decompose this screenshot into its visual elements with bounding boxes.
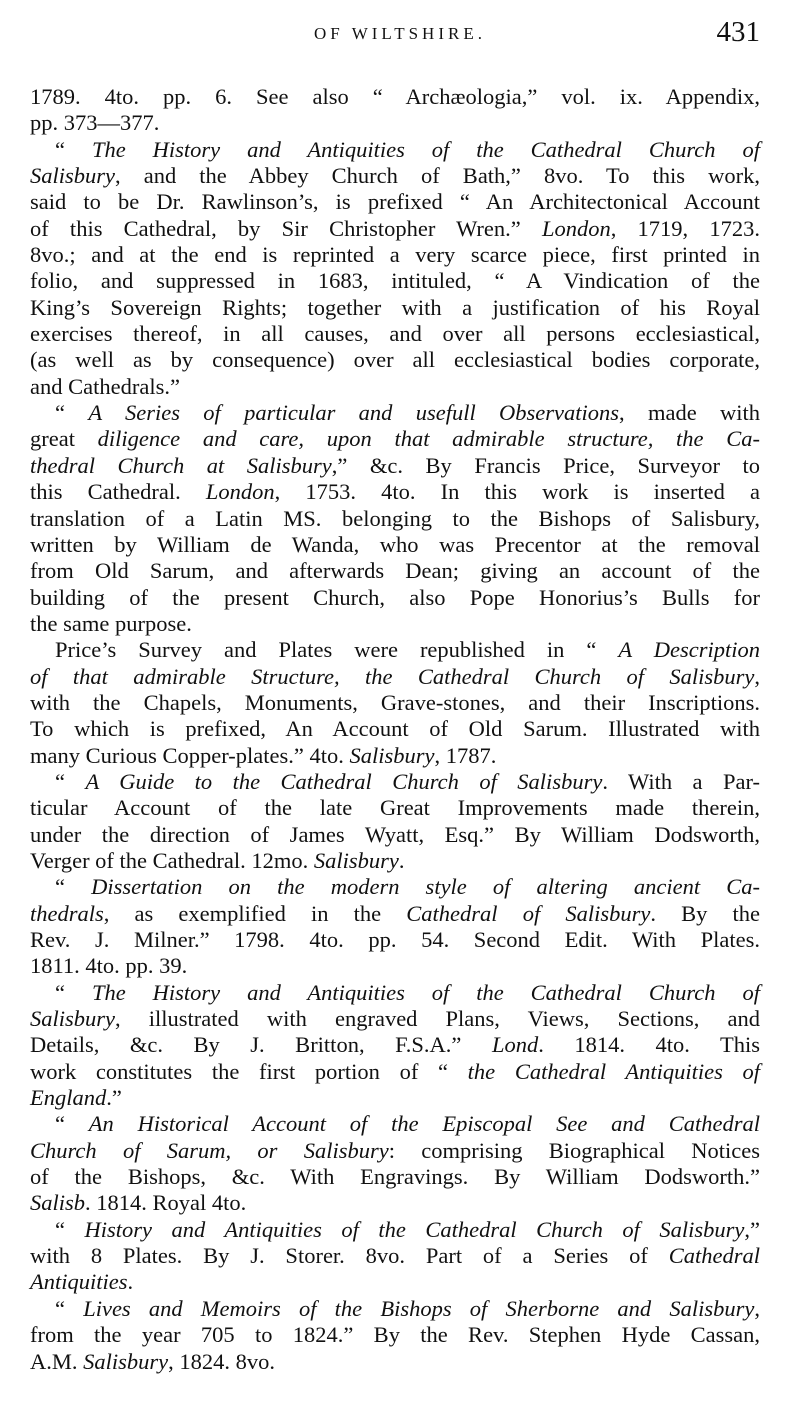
text-line [30,690,760,716]
italic-text: Salisb [30,1190,86,1216]
text-segment: Price’s Survey and Plates were republished in “ [55,637,619,663]
text-segment: , and the Abbey Church of Bath,” 8vo. To this work, [115,163,760,189]
italic-text: London [205,479,275,505]
text-segment: . [398,847,405,873]
text-segment: , as exemplified in the [103,900,407,926]
text-line [30,716,760,742]
text-segment: this Cathedral. [30,479,206,505]
text-segment: “ [55,768,86,794]
text-segment: 1811. 4to. pp. 39. [30,953,188,979]
text-line [30,1006,760,1032]
text-segment: building of the present Church, also Pope Honorius’s Bulls for [30,584,760,610]
italic-text: A Description [618,637,761,663]
text-line [30,1032,760,1058]
text-line [30,1085,760,1111]
text-line [30,1322,760,1348]
page-body-text [30,84,760,1375]
text-segment: and Cathedrals.” [30,373,180,399]
text-line [30,374,760,400]
text-segment: , [754,663,760,689]
text-segment: To which is prefixed, An Account of Old Sarum. Illustrated with [30,716,760,742]
text-line [30,1296,760,1322]
text-line [30,426,760,452]
text-segment: : comprising Biographical Notices [388,1137,760,1163]
text-segment: from Old Sarum, and afterwards Dean; giving an account of the [30,558,760,584]
text-line [30,664,760,690]
text-line [30,1217,760,1243]
italic-text: Lond [491,1032,539,1058]
text-line [30,216,760,242]
text-line [30,532,760,558]
italic-text: Lives and Memoirs of the Bishops of Sherborne and Salisbury [83,1295,755,1321]
text-segment: A.M. [30,1348,84,1374]
text-segment: said to be Dr. Rawlinson’s, is prefixed “ An Architectonical Account [30,189,760,215]
text-segment: . [127,1269,134,1295]
text-segment: “ [55,874,92,900]
text-segment: , 1787. [434,742,497,768]
text-line [30,506,760,532]
text-segment: pp. 373—377. [30,110,160,136]
text-segment: .” [106,1085,122,1111]
text-line [30,1059,760,1085]
text-segment: , illustrated with engraved Plans, Views, Sections, and [115,1006,760,1032]
text-line [30,1164,760,1190]
text-segment: translation of a Latin MS. belonging to the Bishops of Salisbury, [30,505,760,531]
running-title: OF WILTSHIRE. [314,24,486,43]
text-line [30,295,760,321]
text-segment: , 1753. 4to. In this work is inserted a [274,479,760,505]
text-segment: ,” &c. By Francis Price, Surveyor to [331,452,761,478]
italic-text: London [541,215,611,241]
italic-text: Dissertation on the modern style of altering ancient Ca- [91,874,760,900]
text-segment: “ [55,979,92,1005]
text-segment: Verger of the Cathedral. 12mo. [30,847,314,873]
text-line [30,347,760,373]
italic-text: Cathedral of Salisbury [406,900,651,926]
text-line [30,321,760,347]
text-segment: . With a Par- [602,768,760,794]
text-segment: work constitutes the first portion of “ [30,1058,468,1084]
text-segment: the same purpose. [30,610,192,636]
text-line [30,1111,760,1137]
italic-text: thedral Church at Salisbury [30,452,332,478]
text-segment: with 8 Plates. By J. Storer. 8vo. Part of a Series of [30,1243,669,1269]
italic-text: The History and Antiquities of the Cathedral Church of [91,979,760,1005]
text-line [30,611,760,637]
italic-text: Salisbury [30,1006,116,1032]
text-line [30,268,760,294]
text-line [30,400,760,426]
text-line [30,1190,760,1216]
italic-text: A Guide to the Cathedral Church of Salisbury [85,768,603,794]
text-segment: folio, and suppressed in 1683, intituled, “ A Vindication of the [30,268,760,294]
italic-text: Salisbury [30,163,116,189]
italic-text: Cathedral [668,1243,760,1269]
italic-text: An Historical Account of the Episcopal See and Cathedral [88,1111,760,1137]
italic-text: Salisbury [313,847,399,873]
text-segment: of the Bishops, &c. With Engravings. By William Dodsworth.” [30,1164,760,1190]
italic-text: England [30,1085,107,1111]
text-line [30,1243,760,1269]
text-segment: , made with [619,400,760,426]
text-segment: “ [55,1111,89,1137]
italic-text: Salisbury [349,742,435,768]
text-line [30,1349,760,1375]
text-segment: “ [55,400,89,426]
italic-text: Church of Sarum, or Salisbury [30,1137,389,1163]
text-line [30,558,760,584]
text-segment: exercises thereof, in all causes, and over all persons ecclesiastical, [30,321,760,347]
text-segment: Rev. J. Milner.” 1798. 4to. pp. 54. Second Edit. With Plates. [30,927,760,952]
text-segment: ,” [744,1216,760,1242]
text-line [30,980,760,1006]
italic-text: History and Antiquities of the Cathedral Church of Salisbury [84,1216,745,1242]
text-segment: “ [55,1216,85,1242]
text-line [30,901,760,927]
text-segment: . 1814. Royal 4to. [85,1190,247,1216]
text-segment: ticular Account of the late Great Improvements made therein, [30,795,760,821]
text-segment: with the Chapels, Monuments, Grave-stones, and their Inscriptions. [30,689,760,715]
text-segment: 8vo.; and at the end is reprinted a very scarce piece, first printed in [30,242,760,268]
text-segment: King’s Sovereign Rights; together with a justification of his Royal [30,294,760,320]
text-segment: . By the [650,900,760,926]
italic-text: Salisbury [83,1348,169,1374]
text-segment: Details, &c. By J. Britton, F.S.A.” [30,1032,492,1058]
italic-text: A Series of particular and usefull Observations [88,400,620,426]
text-line [30,795,760,821]
text-line [30,927,760,953]
text-segment: of this Cathedral, by Sir Christopher Wren.” [30,215,542,241]
text-segment: from the year 705 to 1824.” By the Rev. Stephen Hyde Cassan, [30,1322,760,1348]
italic-text: of that admirable Structure, the Cathedral Church of Salisbury [30,663,755,689]
text-line [30,953,760,979]
text-segment: written by William de Wanda, who was Precentor at the removal [30,531,760,557]
text-segment: under the direction of James Wyatt, Esq.” By William Dodsworth, [30,821,760,847]
text-line [30,479,760,505]
text-line [30,585,760,611]
text-line [30,242,760,268]
text-line [30,848,760,874]
text-segment: . 1814. 4to. This [538,1032,760,1058]
text-line [30,163,760,189]
italic-text: The History and Antiquities of the Cathedral Church of [91,136,760,162]
text-line [30,1269,760,1295]
italic-text: the Cathedral Antiquities of [467,1058,760,1084]
text-segment: , [754,1295,760,1321]
text-line [30,743,760,769]
text-segment: “ [55,1295,84,1321]
text-segment: , 1824. 8vo. [168,1348,276,1374]
text-segment: (as well as by consequence) over all ecclesiastical bodies corporate, [30,347,760,373]
text-line [30,769,760,795]
italic-text: diligence and care, upon that admirable structure, the Ca- [97,426,760,452]
text-line [30,453,760,479]
text-line [30,1138,760,1164]
text-line [30,84,760,110]
text-line [30,637,760,663]
text-segment: great [30,426,98,452]
text-line [30,874,760,900]
text-segment: 1789. 4to. pp. 6. See also “ Archæologia,” vol. ix. Appendix, [30,84,760,109]
page-number: 431 [716,16,760,48]
page-header [0,16,800,50]
italic-text: Antiquities [30,1269,128,1295]
text-segment: many Curious Copper-plates.” 4to. [30,742,350,768]
text-line [30,822,760,848]
text-line [30,110,760,136]
text-line [30,137,760,163]
italic-text: thedrals [30,900,104,926]
text-segment: “ [55,136,92,162]
text-segment: , 1719, 1723. [610,215,760,241]
text-line [30,189,760,215]
